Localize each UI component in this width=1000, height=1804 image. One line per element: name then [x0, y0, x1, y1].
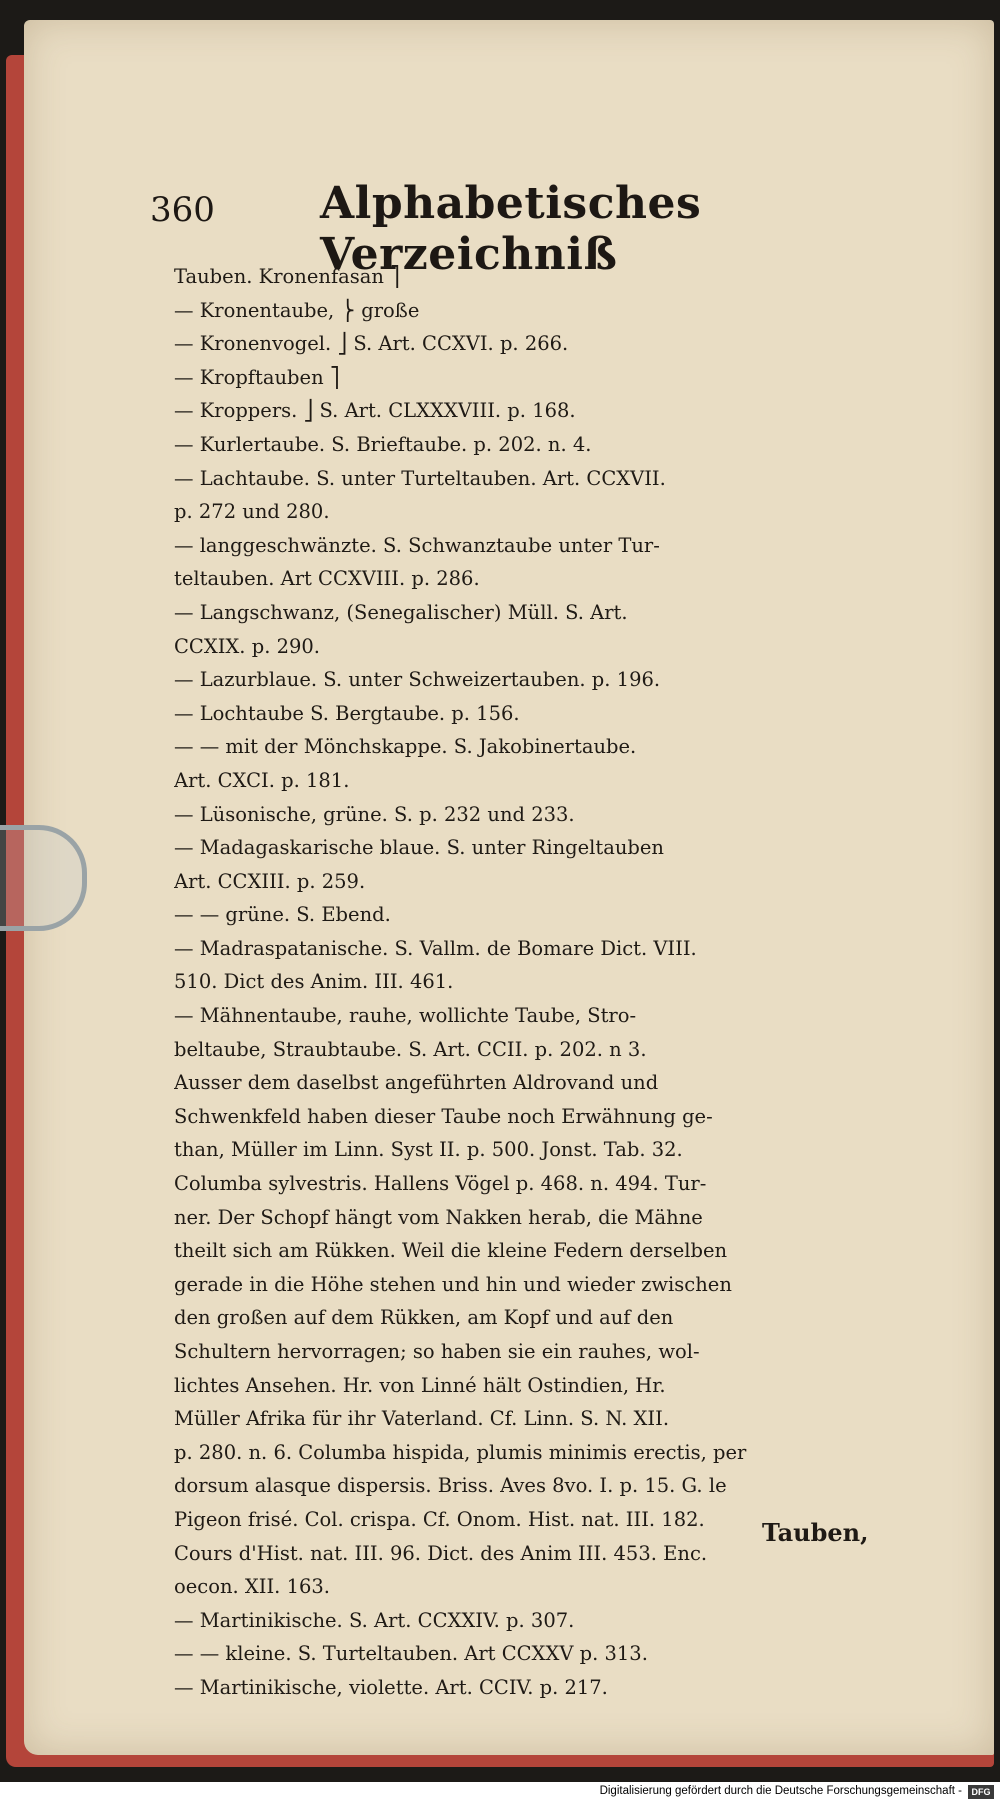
text-line: Art. CCXIII. p. 259.: [174, 869, 366, 893]
text-line: Pigeon frisé. Col. crispa. Cf. Onom. Hist. nat. III. 182.: [174, 1507, 705, 1531]
book-page: [24, 20, 994, 1755]
text-line: — langgeschwänzte. S. Schwanztaube unter Tur-: [174, 533, 660, 557]
text-line: — Lazurblaue. S. unter Schweizertauben. p. 196.: [174, 668, 661, 692]
text-line: CCXIX. p. 290.: [174, 634, 321, 658]
text-line: — Lüsonische, grüne. S. p. 232 und 233.: [174, 802, 575, 826]
page-clip-icon: [0, 825, 87, 931]
text-line: — Madagaskarische blaue. S. unter Ringeltauben: [174, 836, 664, 860]
text-line: p. 280. n. 6. Columba hispida, plumis minimis erectis, per: [174, 1440, 747, 1464]
text-line: — Mähnentaube, rauhe, wollichte Taube, Stro-: [174, 1004, 637, 1028]
catchword: Tauben,: [762, 1518, 869, 1547]
text-line: Ausser dem daselbst angeführten Aldrovand und: [174, 1071, 659, 1095]
text-line: — Kroppers. ⎦ S. Art. CLXXXVIII. p. 168.: [174, 399, 576, 423]
text-line: — Lachtaube. S. unter Turteltauben. Art. CCXVII.: [174, 466, 666, 490]
text-line: beltaube, Straubtaube. S. Art. CCII. p. 202. n 3.: [174, 1037, 647, 1061]
index-text: [174, 260, 874, 1705]
text-line: ner. Der Schopf hängt vom Nakken herab, die Mähne: [174, 1205, 703, 1229]
text-line: theilt sich am Rükken. Weil die kleine Federn derselben: [174, 1239, 728, 1263]
text-line: — Langschwanz, (Senegalischer) Müll. S. Art.: [174, 600, 628, 624]
text-line: Schultern hervorragen; so haben sie ein rauhes, wol-: [174, 1340, 700, 1363]
text-line: 510. Dict des Anim. III. 461.: [174, 970, 454, 994]
text-line: lichtes Ansehen. Hr. von Linné hält Ostindien, Hr.: [174, 1373, 666, 1397]
text-line: — Kurlertaube. S. Brieftaube. p. 202. n. 4.: [174, 432, 592, 456]
text-line: — Kronentaube, ⎬ große: [174, 298, 420, 322]
text-line: gerade in die Höhe stehen und hin und wieder zwischen: [174, 1272, 732, 1296]
running-title: Alphabetisches Verzeichniß: [320, 178, 702, 280]
text-line: — — mit der Mönchskappe. S. Jakobinertaube.: [174, 735, 637, 759]
text-line: dorsum alasque dispersis. Briss. Aves 8vo. I. p. 15. G. le: [174, 1474, 727, 1498]
text-line: Cours d'Hist. nat. III. 96. Dict. des Anim III. 453. Enc.: [174, 1541, 708, 1565]
text-line: Schwenkfeld haben dieser Taube noch Erwähnung ge-: [174, 1104, 713, 1128]
text-line: p. 272 und 280.: [174, 500, 330, 524]
text-line: than, Müller im Linn. Syst II. p. 500. Jonst. Tab. 32.: [174, 1138, 683, 1162]
text-line: Columba sylvestris. Hallens Vögel p. 468. n. 494. Tur-: [174, 1172, 707, 1196]
text-line: — Kropftauben ⎤: [174, 365, 340, 389]
text-line: — — kleine. S. Turteltauben. Art CCXXV p. 313.: [174, 1642, 648, 1666]
text-line: teltauben. Art CCXVIII. p. 286.: [174, 567, 480, 591]
page-number: 360: [150, 190, 215, 230]
text-line: — Kronenvogel. ⎦ S. Art. CCXVI. p. 266.: [174, 332, 569, 356]
text-line: — Lochtaube S. Bergtaube. p. 156.: [174, 701, 520, 725]
text-line: — Madraspatanische. S. Vallm. de Bomare Dict. VIII.: [174, 936, 697, 960]
dfg-logo: DFG: [968, 1785, 994, 1799]
text-line: Müller Afrika für ihr Vaterland. Cf. Linn. S. N. XII.: [174, 1407, 670, 1431]
text-line: — Martinikische. S. Art. CCXXIV. p. 307.: [174, 1608, 575, 1632]
text-line: oecon. XII. 163.: [174, 1575, 330, 1599]
text-line: — — grüne. S. Ebend.: [174, 903, 391, 927]
text-line: — Martinikische, violette. Art. CCIV. p. 217.: [174, 1675, 608, 1699]
text-line: Art. CXCI. p. 181.: [174, 768, 350, 792]
text-line: den großen auf dem Rükken, am Kopf und auf den: [174, 1306, 674, 1330]
digitization-credit: Digitalisierung gefördert durch die Deutsche Forschungsgemeinschaft -: [599, 1785, 962, 1797]
text-line: Tauben. Kronenfasan ⎤: [174, 265, 400, 288]
